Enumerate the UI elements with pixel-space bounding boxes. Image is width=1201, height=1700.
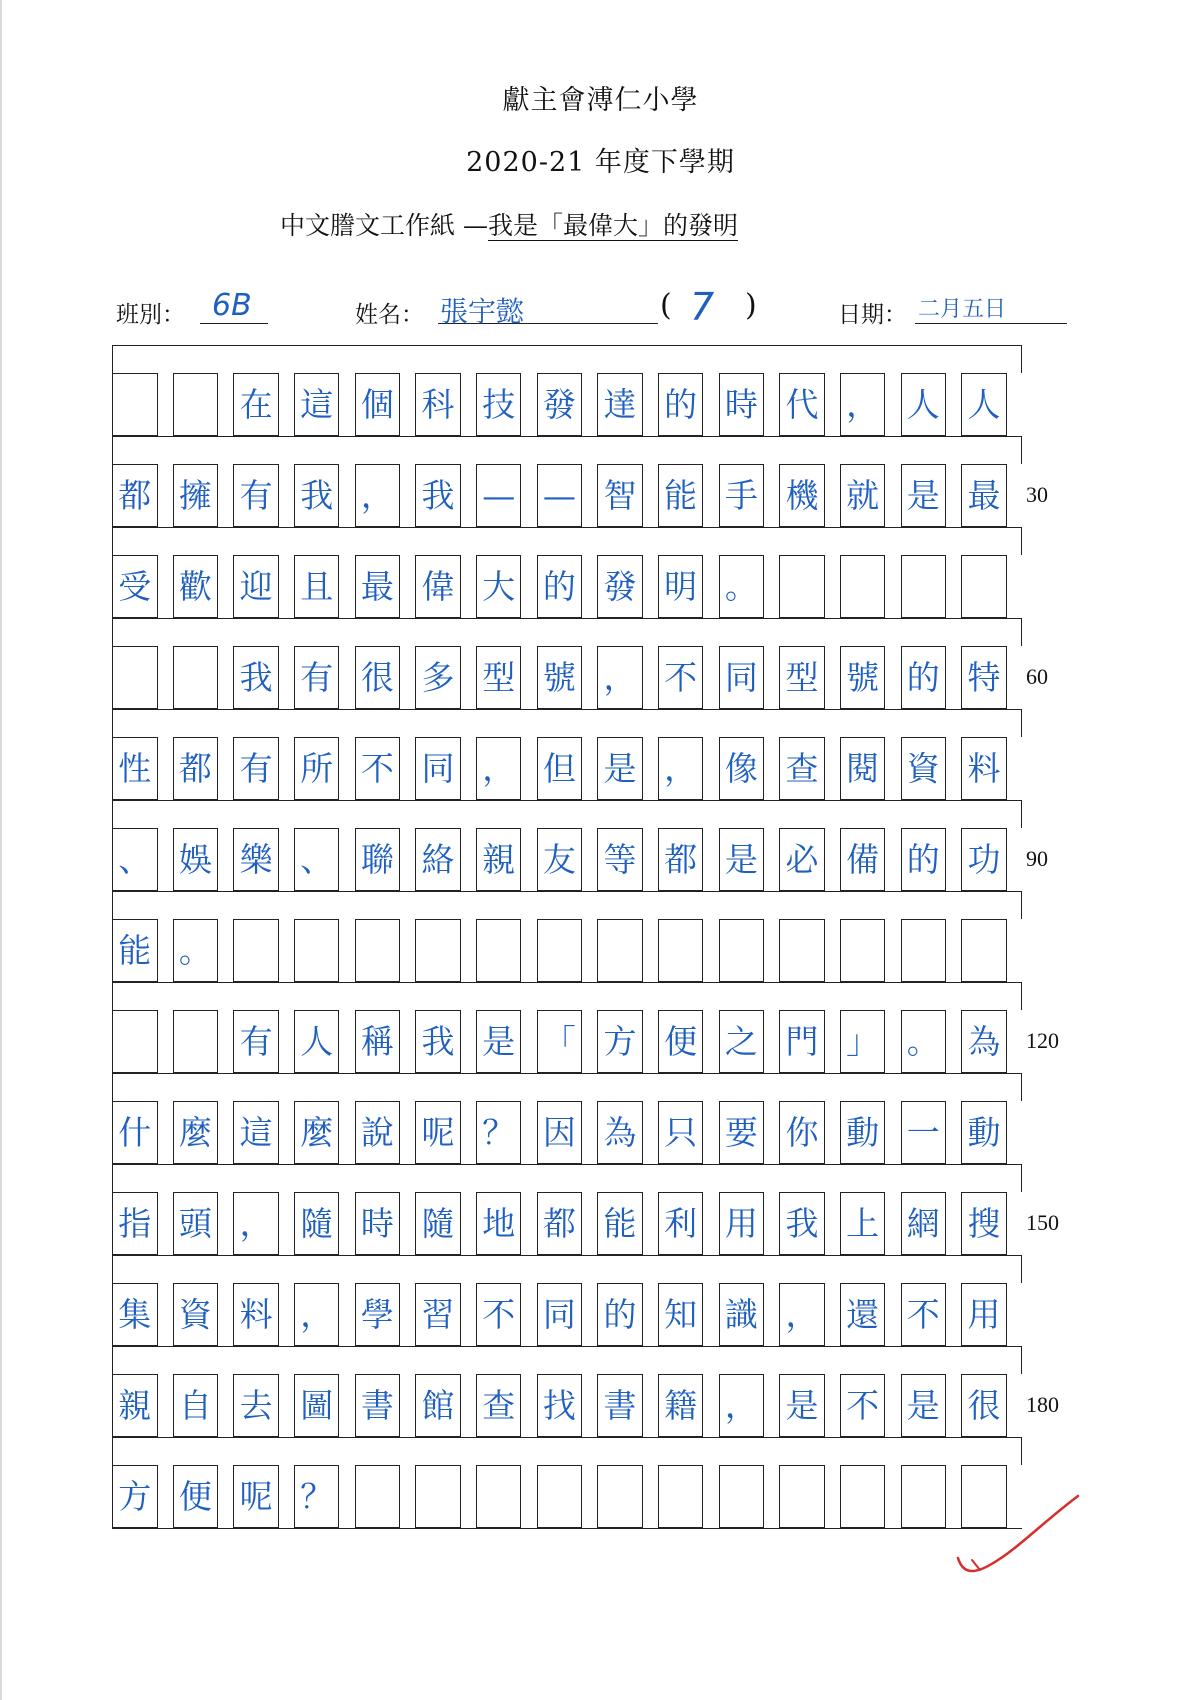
grid-spacer: [112, 709, 1022, 737]
grid-cell: 人: [901, 373, 947, 436]
grid-cell: ，: [658, 737, 704, 800]
grid-cell: 便: [658, 1010, 704, 1073]
grid-cell: [961, 919, 1007, 982]
grid-row: [112, 1101, 1022, 1164]
grid-row: [112, 555, 1022, 618]
grid-cell: 手: [719, 464, 765, 527]
grid-cell: 聯: [355, 828, 401, 891]
grid-cell: 都: [537, 1192, 583, 1255]
grid-cell: 我: [415, 464, 461, 527]
grid-cell: 機: [779, 464, 825, 527]
grid-cell: 查: [476, 1374, 522, 1437]
grid-cell: [112, 373, 158, 436]
grid-rule: [112, 982, 1022, 983]
grid-cell: 、: [112, 828, 158, 891]
grid-cell: ？: [294, 1465, 340, 1528]
name-label: 姓名：: [355, 302, 424, 328]
grid-cell: 人: [961, 373, 1007, 436]
grid-cell: 識: [719, 1283, 765, 1346]
grid-row: [112, 373, 1022, 436]
grid-rule: [112, 527, 1022, 528]
grid-cell: [415, 919, 461, 982]
grid-cell: 我: [415, 1010, 461, 1073]
grid-cell: 料: [961, 737, 1007, 800]
grid-cell: 書: [355, 1374, 401, 1437]
grid-cell: 籍: [658, 1374, 704, 1437]
grid-cell: 料: [233, 1283, 279, 1346]
grid-cell: 動: [840, 1101, 886, 1164]
grid-cell: [294, 919, 340, 982]
grid-cell: 科: [415, 373, 461, 436]
grid-rule: [112, 709, 1022, 710]
grid-spacer: [112, 1437, 1022, 1465]
grid-cell: 隨: [294, 1192, 340, 1255]
grid-cell: 有: [233, 464, 279, 527]
grid-cell: 要: [719, 1101, 765, 1164]
grid-cell: 只: [658, 1101, 704, 1164]
grid-cell: 最: [961, 464, 1007, 527]
grid-cell: 不: [901, 1283, 947, 1346]
grid-cell: 是: [597, 737, 643, 800]
grid-cell: 時: [719, 373, 765, 436]
grid-spacer: [112, 982, 1022, 1010]
grid-cell: 親: [476, 828, 522, 891]
grid-cell: 閱: [840, 737, 886, 800]
grid-cell: [476, 919, 522, 982]
grid-row: [112, 1465, 1022, 1528]
grid-cell: 門: [779, 1010, 825, 1073]
grid-cell: [112, 1010, 158, 1073]
grid-cell: ，: [355, 464, 401, 527]
grid-cell: 號: [840, 646, 886, 709]
grid-cell: 隨: [415, 1192, 461, 1255]
grid-cell: 性: [112, 737, 158, 800]
grid-cell: [658, 919, 704, 982]
grid-cell: [840, 1465, 886, 1528]
grid-cell: 發: [537, 373, 583, 436]
grid-cell: 親: [112, 1374, 158, 1437]
grid-row: [112, 919, 1022, 982]
grid-cell: 就: [840, 464, 886, 527]
grid-cell: 都: [112, 464, 158, 527]
check-mark-icon: [950, 1490, 1090, 1590]
grid-cell: 是: [476, 1010, 522, 1073]
grid-cell: 麼: [294, 1101, 340, 1164]
grid-rule: [112, 1255, 1022, 1256]
grid-cell: [173, 646, 219, 709]
grid-cell: ，: [719, 1374, 765, 1437]
grid-cell: 用: [961, 1283, 1007, 1346]
grid-cell: [233, 919, 279, 982]
grid-cell: 、: [294, 828, 340, 891]
grid-cell: ，: [233, 1192, 279, 1255]
grid-cell: 資: [173, 1283, 219, 1346]
grid-cell: 是: [779, 1374, 825, 1437]
grid-cell: 有: [294, 646, 340, 709]
grid-cell: 之: [719, 1010, 765, 1073]
grid-cell: 。: [173, 919, 219, 982]
grid-cell: 智: [597, 464, 643, 527]
grid-cell: [355, 1465, 401, 1528]
grid-cell: 便: [173, 1465, 219, 1528]
grid-cell: 的: [658, 373, 704, 436]
grid-cell: 像: [719, 737, 765, 800]
grid-cell: 多: [415, 646, 461, 709]
grid-cell: 絡: [415, 828, 461, 891]
grid-cell: [537, 1465, 583, 1528]
grid-cell: 擁: [173, 464, 219, 527]
grid-cell: 不: [840, 1374, 886, 1437]
grid-cell: 館: [415, 1374, 461, 1437]
grid-cell: 我: [779, 1192, 825, 1255]
grid-cell: ，: [840, 373, 886, 436]
grid-cell: 號: [537, 646, 583, 709]
grid-cell: 是: [719, 828, 765, 891]
grid-cell: 是: [901, 1374, 947, 1437]
grid-cell: 達: [597, 373, 643, 436]
grid-row: [112, 828, 1022, 891]
grid-row: [112, 464, 1022, 527]
grid-cell: 人: [294, 1010, 340, 1073]
worksheet-subject: [280, 206, 738, 242]
grid-cell: 圖: [294, 1374, 340, 1437]
grid-cell: [658, 1465, 704, 1528]
grid-cell: [901, 555, 947, 618]
grid-cell: 友: [537, 828, 583, 891]
grid-cell: 搜: [961, 1192, 1007, 1255]
grid-cell: 集: [112, 1283, 158, 1346]
grid-rule: [112, 436, 1022, 437]
grid-cell: 都: [173, 737, 219, 800]
grid-cell: 技: [476, 373, 522, 436]
grid-rule: [112, 1164, 1022, 1165]
grid-cell: 方: [597, 1010, 643, 1073]
grid-cell: 明: [658, 555, 704, 618]
grid-cell: 稱: [355, 1010, 401, 1073]
grid-cell: 網: [901, 1192, 947, 1255]
grid-cell: 書: [597, 1374, 643, 1437]
grid-cell: [173, 1010, 219, 1073]
grid-cell: 個: [355, 373, 401, 436]
grid-cell: 。: [719, 555, 765, 618]
class-label: 班別：: [116, 302, 185, 328]
grid-cell: 同: [415, 737, 461, 800]
word-count-marker: 60: [1026, 664, 1048, 689]
grid-cell: 有: [233, 1010, 279, 1073]
grid-cell: 為: [961, 1010, 1007, 1073]
essay-topic: 我是「最偉大」的發明: [487, 211, 738, 240]
date-value: 二月五日: [918, 297, 1007, 322]
grid-cell: ，: [476, 737, 522, 800]
grid-cell: 指: [112, 1192, 158, 1255]
grid-cell: 。: [901, 1010, 947, 1073]
word-count-marker: 180: [1026, 1392, 1059, 1417]
grid-cell: 迎: [233, 555, 279, 618]
grid-cell: 且: [294, 555, 340, 618]
grid-cell: 用: [719, 1192, 765, 1255]
grid-cell: 同: [719, 646, 765, 709]
student-number: 7: [690, 285, 715, 329]
grid-cell: 因: [537, 1101, 583, 1164]
grid-cell: 備: [840, 828, 886, 891]
scan-edge: [0, 0, 2, 1700]
grid-cell: 上: [840, 1192, 886, 1255]
grid-cell: [415, 1465, 461, 1528]
grid-cell: 代: [779, 373, 825, 436]
grid-cell: —: [537, 464, 583, 527]
grid-cell: 歡: [173, 555, 219, 618]
grid-cell: [112, 646, 158, 709]
grid-cell: 「: [537, 1010, 583, 1073]
grid-cell: [173, 373, 219, 436]
grid-cell: 時: [355, 1192, 401, 1255]
grid-cell: 利: [658, 1192, 704, 1255]
grid-row: [112, 737, 1022, 800]
grid-cell: 這: [294, 373, 340, 436]
grid-spacer: [112, 527, 1022, 555]
grid-cell: ，: [779, 1283, 825, 1346]
subject-prefix: 中文謄文工作紙 —: [280, 211, 488, 240]
open-paren: (: [660, 288, 672, 323]
grid-cell: [840, 555, 886, 618]
grid-rule: [112, 891, 1022, 892]
grid-row: [112, 1283, 1022, 1346]
grid-cell: 查: [779, 737, 825, 800]
grid-cell: 的: [901, 646, 947, 709]
grid-cell: —: [476, 464, 522, 527]
word-count-marker: 150: [1026, 1210, 1059, 1235]
grid-cell: 不: [355, 737, 401, 800]
grid-spacer: [112, 1164, 1022, 1192]
grid-cell: 為: [597, 1101, 643, 1164]
grid-spacer: [112, 891, 1022, 919]
grid-cell: 動: [961, 1101, 1007, 1164]
grid-cell: [537, 919, 583, 982]
grid-cell: 很: [961, 1374, 1007, 1437]
grid-cell: 知: [658, 1283, 704, 1346]
grid-cell: 習: [415, 1283, 461, 1346]
school-name: 獻主會溥仁小學: [502, 85, 699, 116]
grid-cell: [779, 919, 825, 982]
grid-cell: 娛: [173, 828, 219, 891]
grid-cell: 的: [597, 1283, 643, 1346]
grid-cell: 還: [840, 1283, 886, 1346]
grid-cell: 什: [112, 1101, 158, 1164]
grid-cell: 發: [597, 555, 643, 618]
grid-cell: 我: [294, 464, 340, 527]
grid-row: [112, 646, 1022, 709]
grid-cell: 一: [901, 1101, 947, 1164]
grid-cell: 偉: [415, 555, 461, 618]
class-value: 6B: [212, 288, 252, 323]
grid-cell: 麼: [173, 1101, 219, 1164]
grid-cell: [597, 1465, 643, 1528]
grid-cell: 型: [476, 646, 522, 709]
grid-cell: 有: [233, 737, 279, 800]
grid-cell: ？: [476, 1101, 522, 1164]
grid-cell: [476, 1465, 522, 1528]
grid-cell: 不: [476, 1283, 522, 1346]
grid-cell: 樂: [233, 828, 279, 891]
grid-row: [112, 1010, 1022, 1073]
grid-spacer: [112, 436, 1022, 464]
grid-cell: 能: [658, 464, 704, 527]
grid-rule: [112, 618, 1022, 619]
grid-spacer: [112, 618, 1022, 646]
grid-cell: [719, 919, 765, 982]
grid-cell: [355, 919, 401, 982]
grid-cell: [597, 919, 643, 982]
grid-cell: 說: [355, 1101, 401, 1164]
word-count-marker: 90: [1026, 846, 1048, 871]
grid-cell: 最: [355, 555, 401, 618]
grid-spacer: [112, 1255, 1022, 1283]
grid-rule: [112, 1528, 1022, 1529]
grid-cell: 資: [901, 737, 947, 800]
grid-cell: [779, 1465, 825, 1528]
grid-cell: 不: [658, 646, 704, 709]
grid-cell: 所: [294, 737, 340, 800]
grid-cell: 的: [537, 555, 583, 618]
grid-cell: 地: [476, 1192, 522, 1255]
name-value: 張宇懿: [440, 295, 525, 328]
grid-cell: ，: [597, 646, 643, 709]
grid-cell: [901, 1465, 947, 1528]
grid-cell: 頭: [173, 1192, 219, 1255]
grid-cell: 能: [112, 919, 158, 982]
grid-cell: 功: [961, 828, 1007, 891]
grid-cell: 我: [233, 646, 279, 709]
grid-cell: 呢: [415, 1101, 461, 1164]
grid-spacer: [112, 1346, 1022, 1374]
grid-cell: 學: [355, 1283, 401, 1346]
grid-cell: 找: [537, 1374, 583, 1437]
grid-rule: [112, 800, 1022, 801]
grid-cell: 呢: [233, 1465, 279, 1528]
grid-cell: 你: [779, 1101, 825, 1164]
grid-cell: [779, 555, 825, 618]
grid-cell: 必: [779, 828, 825, 891]
grid-cell: 都: [658, 828, 704, 891]
grid-cell: 的: [901, 828, 947, 891]
grid-cell: 很: [355, 646, 401, 709]
grid-cell: ，: [294, 1283, 340, 1346]
grid-cell: [840, 919, 886, 982]
grid-cell: 在: [233, 373, 279, 436]
grid-cell: 受: [112, 555, 158, 618]
grid-cell: 等: [597, 828, 643, 891]
date-label: 日期：: [838, 302, 907, 328]
grid-cell: 去: [233, 1374, 279, 1437]
grid-row: [112, 1374, 1022, 1437]
grid-cell: 」: [840, 1010, 886, 1073]
grid-cell: 這: [233, 1101, 279, 1164]
grid-spacer: [112, 800, 1022, 828]
word-count-marker: 30: [1026, 482, 1048, 507]
grid-cell: 但: [537, 737, 583, 800]
grid-cell: 型: [779, 646, 825, 709]
grid-cell: 方: [112, 1465, 158, 1528]
grid-cell: [961, 555, 1007, 618]
grid-rule: [112, 1346, 1022, 1347]
grid-cell: 同: [537, 1283, 583, 1346]
grid-cell: 大: [476, 555, 522, 618]
grid-cell: 自: [173, 1374, 219, 1437]
grid-rule: [112, 1073, 1022, 1074]
grid-spacer: [112, 1073, 1022, 1101]
grid-row: [112, 1192, 1022, 1255]
grid-cell: 特: [961, 646, 1007, 709]
term-title: 2020-21 年度下學期: [466, 147, 735, 178]
grid-rule: [112, 1437, 1022, 1438]
word-count-marker: 120: [1026, 1028, 1059, 1053]
grid-cell: 能: [597, 1192, 643, 1255]
grid-cell: 是: [901, 464, 947, 527]
grid-spacer: [112, 345, 1022, 373]
grid-cell: [719, 1465, 765, 1528]
grid-rule: [112, 345, 1022, 346]
close-paren: ): [745, 288, 757, 323]
grid-cell: [901, 919, 947, 982]
